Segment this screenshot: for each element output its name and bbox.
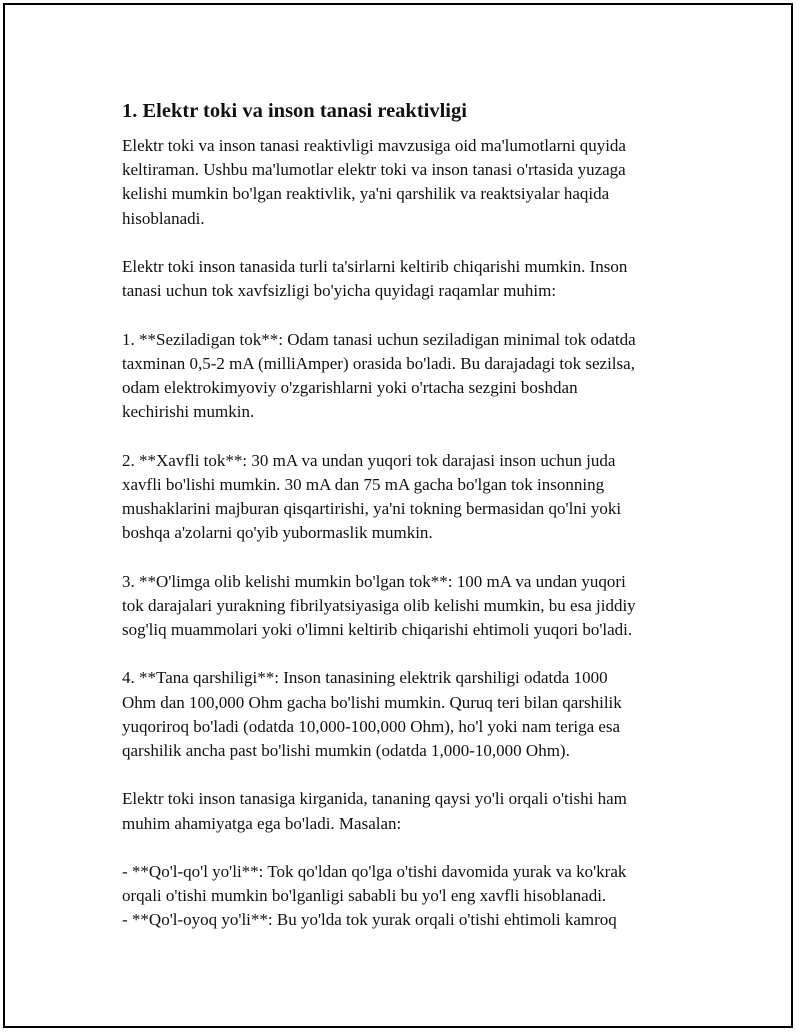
list-item-lethal-current: 3. **O'limga olib kelishi mumkin bo'lgan tok**: 100 mA va undan yuqori tok darajalari yurakning fibrilyatsiyasiga olib kelishi mumkin, bu esa jiddiy sog'liq muammolari yoki o'limni keltirib chiqarishi ehtimoli yuqori bo'ladi. (122, 571, 636, 639)
document-title: 1. Elektr toki va inson tanasi reaktivligi (122, 100, 467, 122)
document-body (122, 98, 692, 933)
paragraph-path-list: - **Qo'l-qo'l yo'li**: Tok qo'ldan qo'lga o'tishi davomida yurak va ko'krak orqali o'tishi mumkin bo'lganligi sababli bu yo'l eng xavfli hisoblanadi. - **Qo'l-oyoq yo'li**: Bu yo'lda tok yurak orqali o'tishi ehtimoli kamroq (122, 861, 627, 930)
page-frame (3, 3, 793, 1028)
list-item-dangerous-current: 2. **Xavfli tok**: 30 mA va undan yuqori tok darajasi inson uchun juda xavfli bo'lishi mumkin. 30 mA dan 75 mA gacha bo'lgan tok insonning mushaklarini majburan qisqartirishi, ya'ni tokning bermasidan qo'lni yoki boshqa a'zolarni qo'yib yubormaslik mumkin. (122, 450, 622, 543)
paragraph-effects: Elektr toki inson tanasida turli ta'sirlarni keltirib chiqarishi mumkin. Inson tanasi uchun tok xavfsizligi bo'yicha quyidagi raqamlar muhim: (122, 257, 628, 301)
list-item-perceptible-current: 1. **Seziladigan tok**: Odam tanasi uchun seziladigan minimal tok odatda taxminan 0,5-2 mA (milliAmper) orasida bo'ladi. Bu darajadagi tok sezilsa, odam elektrokimyoviy o'zgarishlarni yoki o'rtacha sezgini boshdan kechirishi mumkin. (122, 329, 636, 422)
paragraph-current-path: Elektr toki inson tanasiga kirganida, tananing qaysi yo'li orqali o'tishi ham muhim ahamiyatga ega bo'ladi. Masalan: (122, 789, 627, 833)
list-item-body-resistance: 4. **Tana qarshiligi**: Inson tanasining elektrik qarshiligi odatda 1000 Ohm dan 100,000 Ohm gacha bo'lishi mumkin. Quruq teri bilan qarshilik yuqoriroq bo'ladi (odatda 10,000-100,000 Ohm), ho'l yoki nam teriga esa qarshilik ancha past bo'lishi mumkin (odatda 1,000-10,000 Ohm). (122, 668, 622, 760)
paragraph-intro: Elektr toki va inson tanasi reaktivligi mavzusiga oid ma'lumotlarni quyida keltiraman. Ushbu ma'lumotlar elektr toki va inson tanasi o'rtasida yuzaga kelishi mumkin bo'lgan reaktivlik, ya'ni qarshilik va reaktsiyalar haqida hisoblanadi. (122, 136, 626, 228)
